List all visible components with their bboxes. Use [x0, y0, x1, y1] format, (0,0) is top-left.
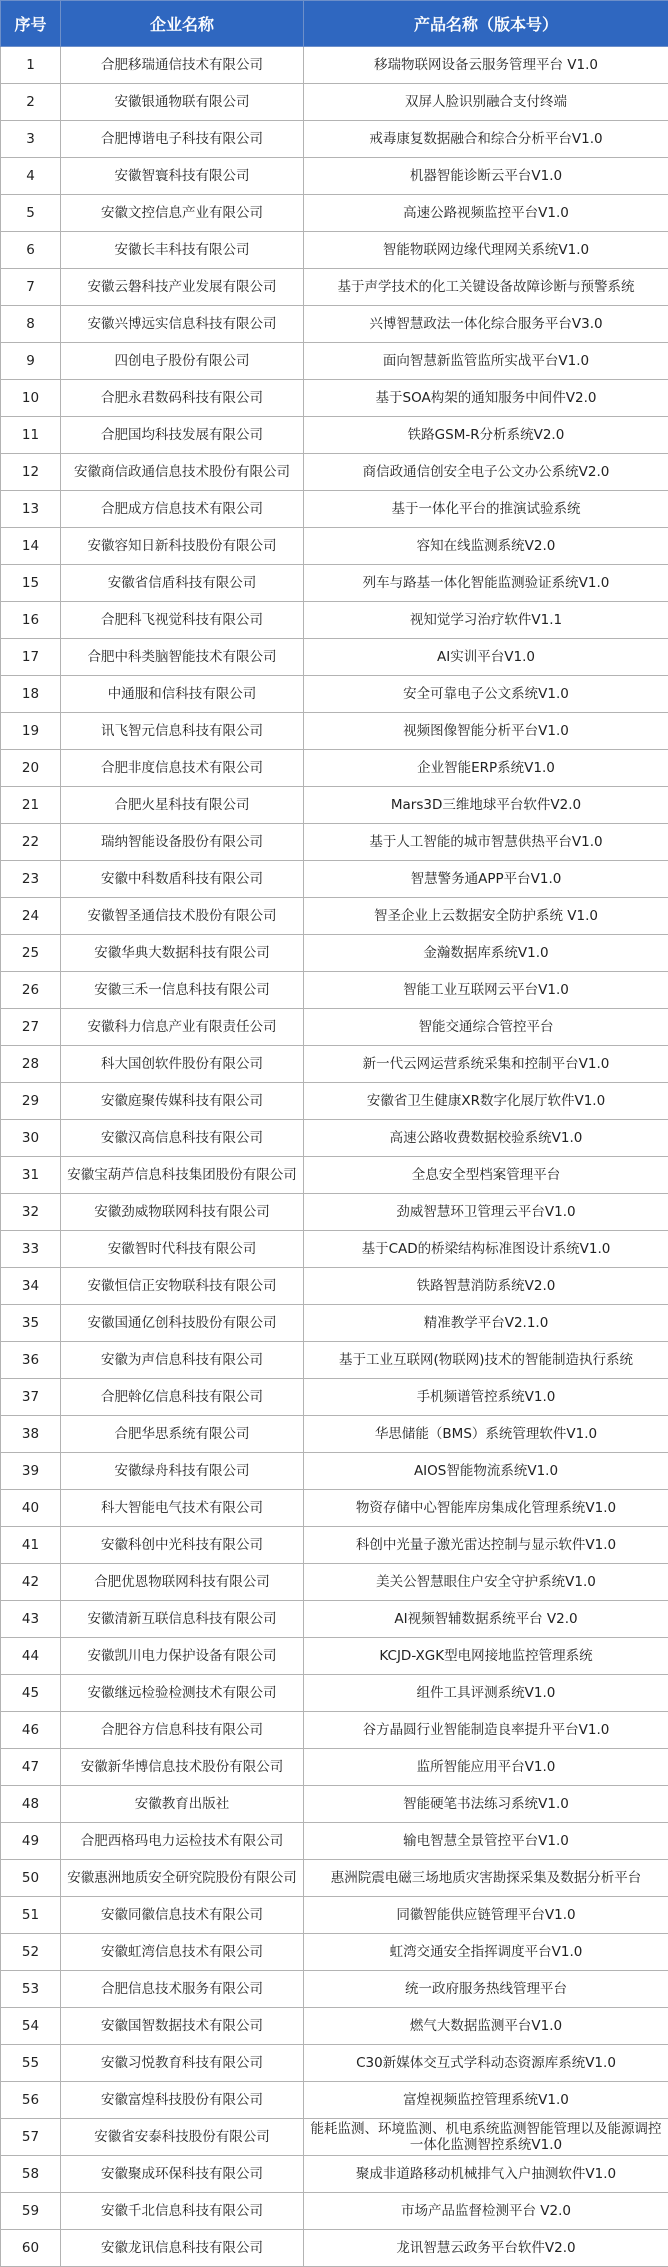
row-product-cell: 手机频谱管控系统V1.0: [304, 1379, 668, 1416]
row-index-cell: 53: [1, 1971, 61, 2008]
row-index-cell: 51: [1, 1897, 61, 1934]
row-product-cell: 能耗监测、环境监测、机电系统监测智能管理以及能源调控一体化监测智控系统V1.0: [304, 2119, 668, 2156]
table-row: [1, 232, 668, 269]
table-row: [1, 1712, 668, 1749]
table-row: [1, 787, 668, 824]
row-company-cell: 安徽兴博远实信息科技有限公司: [61, 306, 304, 343]
row-index-cell: 43: [1, 1601, 61, 1638]
row-company-cell: 讯飞智元信息科技有限公司: [61, 713, 304, 750]
row-index-cell: 28: [1, 1046, 61, 1083]
table-row: [1, 1860, 668, 1897]
row-company-cell: 安徽为声信息科技有限公司: [61, 1342, 304, 1379]
table-row: [1, 1268, 668, 1305]
row-index-cell: 48: [1, 1786, 61, 1823]
table-row: [1, 1601, 668, 1638]
row-company-cell: 合肥科飞视觉科技有限公司: [61, 602, 304, 639]
row-index-cell: 56: [1, 2082, 61, 2119]
row-company-cell: 安徽三禾一信息科技有限公司: [61, 972, 304, 1009]
table-row: [1, 1786, 668, 1823]
row-company-cell: 科大智能电气技术有限公司: [61, 1490, 304, 1527]
row-company-cell: 安徽省信盾科技有限公司: [61, 565, 304, 602]
row-product-cell: 基于人工智能的城市智慧供热平台V1.0: [304, 824, 668, 861]
row-company-cell: 安徽容知日新科技股份有限公司: [61, 528, 304, 565]
row-index-cell: 19: [1, 713, 61, 750]
table-row: [1, 1749, 668, 1786]
table-row: [1, 84, 668, 121]
row-company-cell: 安徽凯川电力保护设备有限公司: [61, 1638, 304, 1675]
row-product-cell: 铁路GSM-R分析系统V2.0: [304, 417, 668, 454]
row-company-cell: 合肥优恩物联网科技有限公司: [61, 1564, 304, 1601]
table-row: [1, 2230, 668, 2267]
row-index-cell: 18: [1, 676, 61, 713]
table-row: [1, 121, 668, 158]
row-company-cell: 安徽云磐科技产业发展有限公司: [61, 269, 304, 306]
row-index-cell: 57: [1, 2119, 61, 2156]
row-index-cell: 10: [1, 380, 61, 417]
row-index-cell: 50: [1, 1860, 61, 1897]
table-row: [1, 2082, 668, 2119]
row-index-cell: 24: [1, 898, 61, 935]
table-row: [1, 1231, 668, 1268]
row-company-cell: 安徽继远检验检测技术有限公司: [61, 1675, 304, 1712]
row-product-cell: 统一政府服务热线管理平台: [304, 1971, 668, 2008]
row-company-cell: 安徽习悦教育科技有限公司: [61, 2045, 304, 2082]
row-product-cell: 高速公路收费数据校验系统V1.0: [304, 1120, 668, 1157]
row-company-cell: 合肥移瑞通信技术有限公司: [61, 47, 304, 84]
row-index-cell: 12: [1, 454, 61, 491]
row-index-cell: 8: [1, 306, 61, 343]
row-product-cell: 兴博智慧政法一体化综合服务平台V3.0: [304, 306, 668, 343]
row-company-cell: 合肥博谐电子科技有限公司: [61, 121, 304, 158]
table-row: [1, 1009, 668, 1046]
row-product-cell: 基于声学技术的化工关键设备故障诊断与预警系统: [304, 269, 668, 306]
row-index-cell: 34: [1, 1268, 61, 1305]
row-product-cell: 基于CAD的桥梁结构标准图设计系统V1.0: [304, 1231, 668, 1268]
table-body: [1, 47, 668, 2267]
row-company-cell: 安徽宝葫芦信息科技集团股份有限公司: [61, 1157, 304, 1194]
table-row: [1, 972, 668, 1009]
row-index-cell: 35: [1, 1305, 61, 1342]
row-product-cell: 虹湾交通安全指挥调度平台V1.0: [304, 1934, 668, 1971]
row-product-cell: 物资存储中心智能库房集成化管理系统V1.0: [304, 1490, 668, 1527]
row-index-cell: 42: [1, 1564, 61, 1601]
row-company-cell: 合肥华思系统有限公司: [61, 1416, 304, 1453]
header-company: 企业名称: [61, 1, 304, 47]
table-row: [1, 1194, 668, 1231]
row-company-cell: 安徽商信政通信息技术股份有限公司: [61, 454, 304, 491]
table-row: [1, 380, 668, 417]
row-company-cell: 合肥斡亿信息科技有限公司: [61, 1379, 304, 1416]
table-row: [1, 1971, 668, 2008]
header-index: 序号: [1, 1, 61, 47]
row-index-cell: 21: [1, 787, 61, 824]
row-company-cell: 安徽富煌科技股份有限公司: [61, 2082, 304, 2119]
row-company-cell: 科大国创软件股份有限公司: [61, 1046, 304, 1083]
row-product-cell: 企业智能ERP系统V1.0: [304, 750, 668, 787]
row-index-cell: 41: [1, 1527, 61, 1564]
row-company-cell: 中通服和信科技有限公司: [61, 676, 304, 713]
row-index-cell: 11: [1, 417, 61, 454]
row-product-cell: 移瑞物联网设备云服务管理平台 V1.0: [304, 47, 668, 84]
row-company-cell: 安徽同徽信息技术有限公司: [61, 1897, 304, 1934]
row-index-cell: 39: [1, 1453, 61, 1490]
table-row: [1, 528, 668, 565]
row-company-cell: 合肥国均科技发展有限公司: [61, 417, 304, 454]
table-row: [1, 2119, 668, 2156]
row-index-cell: 4: [1, 158, 61, 195]
row-company-cell: 安徽庭聚传媒科技有限公司: [61, 1083, 304, 1120]
row-product-cell: 基于SOA构架的通知服务中间件V2.0: [304, 380, 668, 417]
row-product-cell: 商信政通信创安全电子公文办公系统V2.0: [304, 454, 668, 491]
table-row: [1, 602, 668, 639]
table-row: [1, 565, 668, 602]
row-company-cell: 安徽绿舟科技有限公司: [61, 1453, 304, 1490]
table-row: [1, 1638, 668, 1675]
row-company-cell: 安徽科力信息产业有限责任公司: [61, 1009, 304, 1046]
row-index-cell: 38: [1, 1416, 61, 1453]
row-index-cell: 1: [1, 47, 61, 84]
row-company-cell: 安徽国通亿创科技股份有限公司: [61, 1305, 304, 1342]
row-product-cell: 容知在线监测系统V2.0: [304, 528, 668, 565]
row-company-cell: 合肥中科类脑智能技术有限公司: [61, 639, 304, 676]
row-index-cell: 33: [1, 1231, 61, 1268]
row-company-cell: 安徽智寰科技有限公司: [61, 158, 304, 195]
row-index-cell: 26: [1, 972, 61, 1009]
row-product-cell: AIOS智能物流系统V1.0: [304, 1453, 668, 1490]
row-company-cell: 安徽新华博信息技术股份有限公司: [61, 1749, 304, 1786]
row-index-cell: 29: [1, 1083, 61, 1120]
table-row: [1, 935, 668, 972]
row-product-cell: 视知觉学习治疗软件V1.1: [304, 602, 668, 639]
table-row: [1, 750, 668, 787]
row-company-cell: 安徽文控信息产业有限公司: [61, 195, 304, 232]
row-product-cell: 智能交通综合管控平台: [304, 1009, 668, 1046]
row-index-cell: 59: [1, 2193, 61, 2230]
row-index-cell: 45: [1, 1675, 61, 1712]
row-index-cell: 37: [1, 1379, 61, 1416]
table-row: [1, 1120, 668, 1157]
row-company-cell: 安徽教育出版社: [61, 1786, 304, 1823]
row-index-cell: 30: [1, 1120, 61, 1157]
row-product-cell: 智能硬笔书法练习系统V1.0: [304, 1786, 668, 1823]
row-index-cell: 14: [1, 528, 61, 565]
table-row: [1, 1675, 668, 1712]
table-row: [1, 158, 668, 195]
row-index-cell: 22: [1, 824, 61, 861]
row-product-cell: 基于一体化平台的推演试验系统: [304, 491, 668, 528]
row-company-cell: 安徽清新互联信息科技有限公司: [61, 1601, 304, 1638]
table-row: [1, 417, 668, 454]
table-row: [1, 676, 668, 713]
row-index-cell: 23: [1, 861, 61, 898]
table-header-row: [1, 1, 668, 47]
row-company-cell: 安徽华典大数据科技有限公司: [61, 935, 304, 972]
row-index-cell: 36: [1, 1342, 61, 1379]
table-row: [1, 1046, 668, 1083]
row-company-cell: 安徽龙讯信息科技有限公司: [61, 2230, 304, 2267]
row-index-cell: 52: [1, 1934, 61, 1971]
table-row: [1, 343, 668, 380]
row-company-cell: 合肥信息技术服务有限公司: [61, 1971, 304, 2008]
row-index-cell: 46: [1, 1712, 61, 1749]
table-row: [1, 2045, 668, 2082]
row-index-cell: 6: [1, 232, 61, 269]
table-row: [1, 1527, 668, 1564]
row-product-cell: 面向智慧新监管监所实战平台V1.0: [304, 343, 668, 380]
row-company-cell: 安徽劲威物联网科技有限公司: [61, 1194, 304, 1231]
row-index-cell: 3: [1, 121, 61, 158]
row-product-cell: 劲威智慧环卫管理云平台V1.0: [304, 1194, 668, 1231]
table-row: [1, 1083, 668, 1120]
header-product: 产品名称（版本号）: [304, 1, 668, 47]
table-row: [1, 1379, 668, 1416]
row-company-cell: 安徽中科数盾科技有限公司: [61, 861, 304, 898]
row-index-cell: 7: [1, 269, 61, 306]
row-index-cell: 31: [1, 1157, 61, 1194]
row-company-cell: 安徽千北信息科技有限公司: [61, 2193, 304, 2230]
row-product-cell: 智能工业互联网云平台V1.0: [304, 972, 668, 1009]
row-product-cell: 安全可靠电子公文系统V1.0: [304, 676, 668, 713]
table-row: [1, 713, 668, 750]
row-company-cell: 安徽惠洲地质安全研究院股份有限公司: [61, 1860, 304, 1897]
row-product-cell: 全息安全型档案管理平台: [304, 1157, 668, 1194]
row-product-cell: Mars3D三维地球平台软件V2.0: [304, 787, 668, 824]
row-index-cell: 32: [1, 1194, 61, 1231]
row-product-cell: KCJD-XGK型电网接地监控管理系统: [304, 1638, 668, 1675]
table-row: [1, 639, 668, 676]
row-index-cell: 44: [1, 1638, 61, 1675]
row-index-cell: 55: [1, 2045, 61, 2082]
row-product-cell: 富煌视频监控管理系统V1.0: [304, 2082, 668, 2119]
row-company-cell: 瑞纳智能设备股份有限公司: [61, 824, 304, 861]
row-company-cell: 安徽汉高信息科技有限公司: [61, 1120, 304, 1157]
table-row: [1, 195, 668, 232]
table-row: [1, 2008, 668, 2045]
row-index-cell: 58: [1, 2156, 61, 2193]
table-row: [1, 454, 668, 491]
row-company-cell: 安徽虹湾信息技术有限公司: [61, 1934, 304, 1971]
row-index-cell: 15: [1, 565, 61, 602]
row-product-cell: 新一代云网运营系统采集和控制平台V1.0: [304, 1046, 668, 1083]
row-product-cell: 惠洲院震电磁三场地质灾害勘探采集及数据分析平台: [304, 1860, 668, 1897]
row-company-cell: 合肥成方信息技术有限公司: [61, 491, 304, 528]
table-row: [1, 491, 668, 528]
row-product-cell: 监所智能应用平台V1.0: [304, 1749, 668, 1786]
row-index-cell: 16: [1, 602, 61, 639]
table-row: [1, 1934, 668, 1971]
row-index-cell: 54: [1, 2008, 61, 2045]
row-product-cell: 华思储能（BMS）系统管理软件V1.0: [304, 1416, 668, 1453]
row-company-cell: 安徽智圣通信技术股份有限公司: [61, 898, 304, 935]
table-row: [1, 1157, 668, 1194]
row-product-cell: 列车与路基一体化智能监测验证系统V1.0: [304, 565, 668, 602]
row-index-cell: 47: [1, 1749, 61, 1786]
row-product-cell: 视频图像智能分析平台V1.0: [304, 713, 668, 750]
table-row: [1, 47, 668, 84]
row-product-cell: 双屏人脸识别融合支付终端: [304, 84, 668, 121]
row-company-cell: 四创电子股份有限公司: [61, 343, 304, 380]
row-company-cell: 合肥火星科技有限公司: [61, 787, 304, 824]
table-row: [1, 1416, 668, 1453]
row-company-cell: 安徽长丰科技有限公司: [61, 232, 304, 269]
table-row: [1, 1823, 668, 1860]
row-product-cell: 龙讯智慧云政务平台软件V2.0: [304, 2230, 668, 2267]
row-product-cell: 同徽智能供应链管理平台V1.0: [304, 1897, 668, 1934]
row-product-cell: 安徽省卫生健康XR数字化展厅软件V1.0: [304, 1083, 668, 1120]
row-product-cell: 燃气大数据监测平台V1.0: [304, 2008, 668, 2045]
row-company-cell: 安徽省安泰科技股份有限公司: [61, 2119, 304, 2156]
row-company-cell: 安徽银通物联有限公司: [61, 84, 304, 121]
row-index-cell: 2: [1, 84, 61, 121]
row-index-cell: 13: [1, 491, 61, 528]
table-row: [1, 1305, 668, 1342]
table-row: [1, 824, 668, 861]
row-company-cell: 安徽智时代科技有限公司: [61, 1231, 304, 1268]
row-product-cell: 基于工业互联网(物联网)技术的智能制造执行系统: [304, 1342, 668, 1379]
row-product-cell: 科创中光量子激光雷达控制与显示软件V1.0: [304, 1527, 668, 1564]
row-company-cell: 安徽国智数据技术有限公司: [61, 2008, 304, 2045]
row-index-cell: 20: [1, 750, 61, 787]
row-product-cell: 组件工具评测系统V1.0: [304, 1675, 668, 1712]
table-row: [1, 2156, 668, 2193]
row-company-cell: 合肥永君数码科技有限公司: [61, 380, 304, 417]
row-index-cell: 60: [1, 2230, 61, 2267]
row-index-cell: 5: [1, 195, 61, 232]
table-row: [1, 898, 668, 935]
row-product-cell: 铁路智慧消防系统V2.0: [304, 1268, 668, 1305]
table-row: [1, 269, 668, 306]
row-index-cell: 9: [1, 343, 61, 380]
table-row: [1, 1342, 668, 1379]
row-product-cell: 市场产品监督检测平台 V2.0: [304, 2193, 668, 2230]
row-product-cell: 聚成非道路移动机械排气入户抽测软件V1.0: [304, 2156, 668, 2193]
row-company-cell: 安徽恒信正安物联科技有限公司: [61, 1268, 304, 1305]
row-index-cell: 25: [1, 935, 61, 972]
row-company-cell: 合肥非度信息技术有限公司: [61, 750, 304, 787]
row-product-cell: 智慧警务通APP平台V1.0: [304, 861, 668, 898]
table-row: [1, 861, 668, 898]
row-product-cell: 输电智慧全景管控平台V1.0: [304, 1823, 668, 1860]
row-product-cell: 金瀚数据库系统V1.0: [304, 935, 668, 972]
row-company-cell: 安徽科创中光科技有限公司: [61, 1527, 304, 1564]
table-row: [1, 1490, 668, 1527]
row-company-cell: 合肥西格玛电力运检技术有限公司: [61, 1823, 304, 1860]
row-product-cell: 戒毒康复数据融合和综合分析平台V1.0: [304, 121, 668, 158]
table-row: [1, 1453, 668, 1490]
row-product-cell: C30新媒体交互式学科动态资源库系统V1.0: [304, 2045, 668, 2082]
row-company-cell: 合肥谷方信息科技有限公司: [61, 1712, 304, 1749]
row-product-cell: 智能物联网边缘代理网关系统V1.0: [304, 232, 668, 269]
row-index-cell: 49: [1, 1823, 61, 1860]
table-row: [1, 1897, 668, 1934]
table-row: [1, 2193, 668, 2230]
row-product-cell: 精准教学平台V2.1.0: [304, 1305, 668, 1342]
row-product-cell: 谷方晶圆行业智能制造良率提升平台V1.0: [304, 1712, 668, 1749]
table-row: [1, 306, 668, 343]
row-product-cell: 高速公路视频监控平台V1.0: [304, 195, 668, 232]
row-product-cell: AI实训平台V1.0: [304, 639, 668, 676]
row-index-cell: 17: [1, 639, 61, 676]
table-row: [1, 1564, 668, 1601]
row-company-cell: 安徽聚成环保科技有限公司: [61, 2156, 304, 2193]
row-product-cell: 智圣企业上云数据安全防护系统 V1.0: [304, 898, 668, 935]
row-index-cell: 27: [1, 1009, 61, 1046]
row-product-cell: 美关公智慧眼住户安全守护系统V1.0: [304, 1564, 668, 1601]
row-index-cell: 40: [1, 1490, 61, 1527]
row-product-cell: 机器智能诊断云平台V1.0: [304, 158, 668, 195]
row-product-cell: AI视频智辅数据系统平台 V2.0: [304, 1601, 668, 1638]
